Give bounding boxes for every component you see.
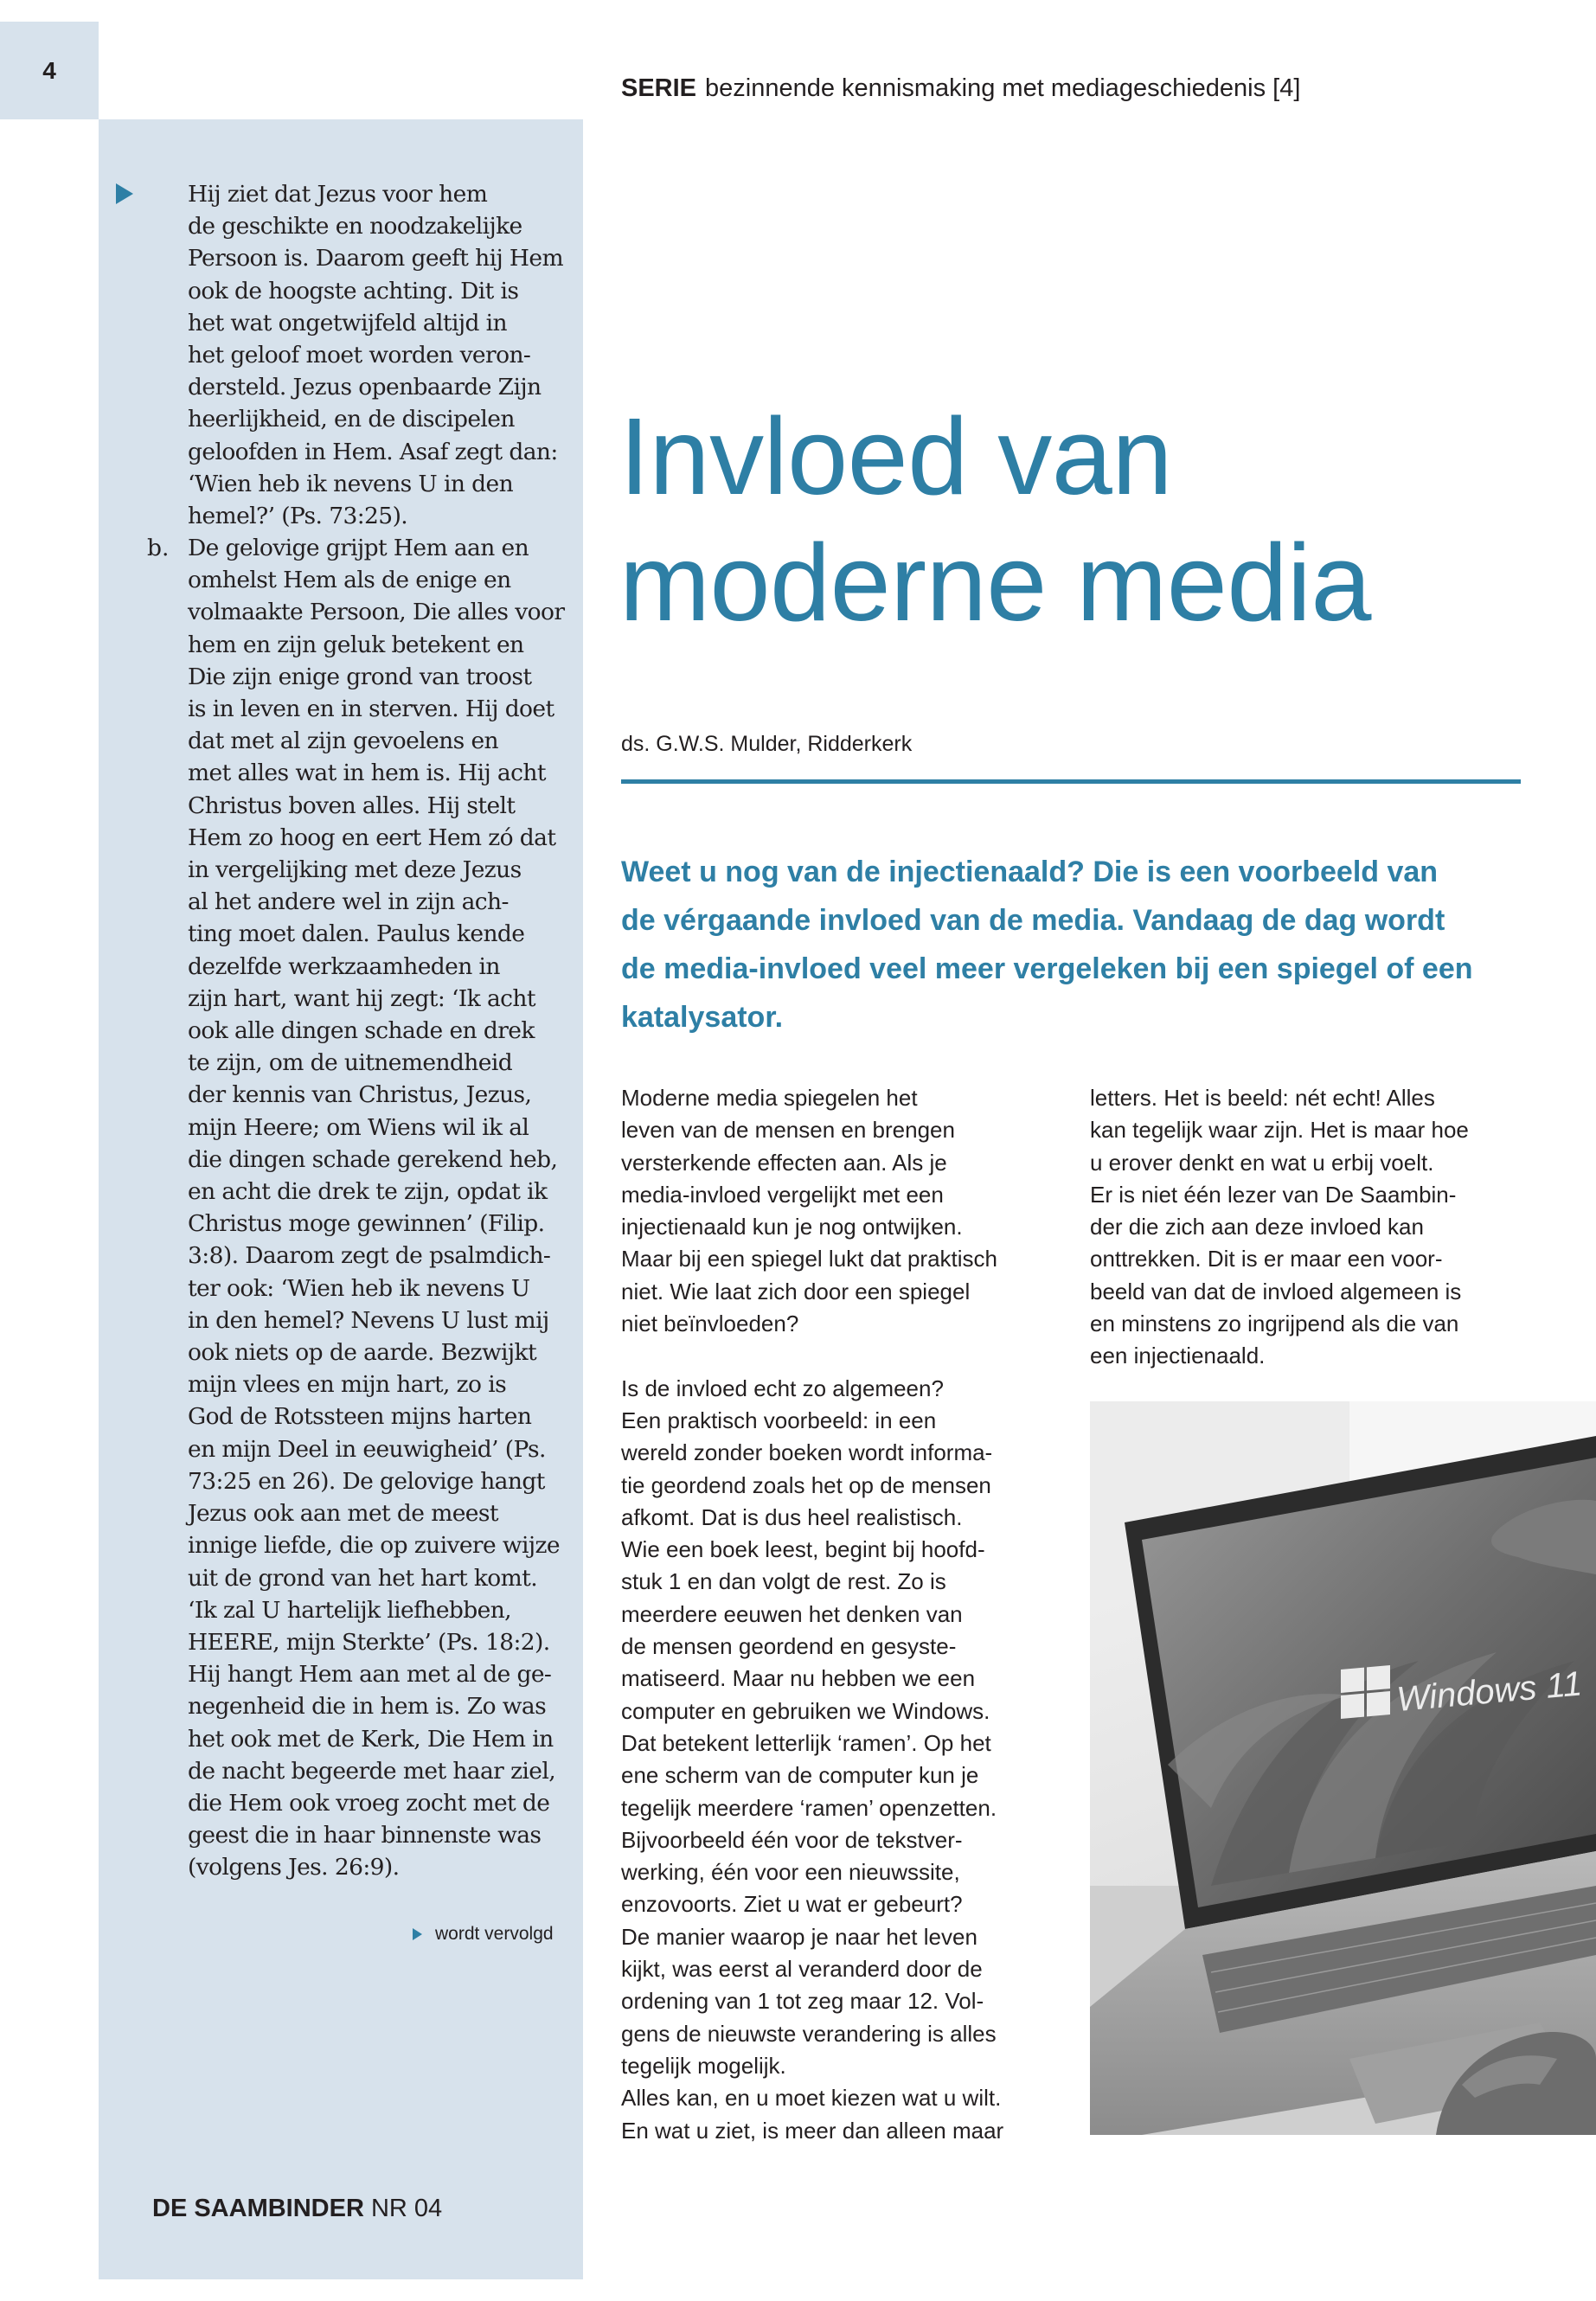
body-text-line: De manier waarop je naar het leven xyxy=(621,1923,977,1950)
sidebar-text-line: Christus moge gewinnen’ (Filip. xyxy=(188,1210,545,1238)
sidebar-text-line: (volgens Jes. 26:9). xyxy=(188,1854,400,1881)
body-text-line: matiseerd. Maar nu hebben we een xyxy=(621,1665,976,1692)
sidebar-text-line: en acht die drek te zijn, opdat ik xyxy=(188,1178,548,1206)
article-title xyxy=(619,394,1371,646)
intro-line: de media-invloed veel meer vergeleken bij een spiegel of een xyxy=(621,952,1473,985)
sidebar-text-line: 3:8). Daarom zegt de psalmdich- xyxy=(188,1242,551,1270)
body-text-line: Er is niet één lezer van De Saambin- xyxy=(1090,1181,1457,1208)
sidebar-text-line: in den hemel? Nevens U lust mij xyxy=(188,1306,549,1334)
article-intro xyxy=(621,848,1555,1042)
page-number: 4 xyxy=(42,56,56,84)
sidebar-text-line: Hij ziet dat Jezus voor hem xyxy=(188,181,488,208)
sidebar-text-line: der kennis van Christus, Jezus, xyxy=(188,1081,532,1109)
body-text-line: u erover denkt en wat u erbij voelt. xyxy=(1090,1149,1434,1176)
body-text-line: wereld zonder boeken wordt informa- xyxy=(621,1439,993,1466)
laptop-photo xyxy=(1090,1401,1596,2135)
body-text-line: injectienaald kun je nog ontwijken. xyxy=(621,1214,963,1240)
sidebar-text-line: die Hem ook vroeg zocht met de xyxy=(188,1789,550,1817)
body-text-line: Maar bij een spiegel lukt dat praktisch xyxy=(621,1246,998,1272)
sidebar-text-line: mijn Heere; om Wiens wil ik al xyxy=(188,1113,529,1141)
sidebar-text-line: Hem zo hoog en eert Hem zó dat xyxy=(188,824,556,851)
byline: ds. G.W.S. Mulder, Ridderkerk xyxy=(621,732,913,756)
continued-note xyxy=(413,1924,554,1945)
sidebar-text-line: volmaakte Persoon, Die alles voor xyxy=(188,599,565,626)
sidebar-text-line: HEERE, mijn Sterkte’ (Ps. 18:2). xyxy=(188,1628,550,1656)
sidebar-text-line: ter ook: ‘Wien heb ik nevens U xyxy=(188,1274,530,1302)
body-text-line: Een praktisch voorbeeld: in een xyxy=(621,1407,937,1433)
body-text-line xyxy=(621,1340,1106,1372)
body-text-line: en minstens zo ingrijpend als die van xyxy=(1090,1311,1459,1337)
sidebar-text-line: zijn hart, want hij zegt: ‘Ik acht xyxy=(188,984,535,1012)
sidebar-text-line: en mijn Deel in eeuwigheid’ (Ps. xyxy=(188,1435,546,1463)
sidebar-text-line: is in leven en in sterven. Hij doet xyxy=(188,695,554,723)
body-text-line: computer en gebruiken we Windows. xyxy=(621,1697,990,1724)
sidebar-paragraph-b xyxy=(188,532,568,1884)
body-text-line: der die zich aan deze invloed kan xyxy=(1090,1214,1424,1240)
body-column-2 xyxy=(1090,1082,1574,1373)
issue-number: NR 04 xyxy=(370,2195,443,2222)
body-text-line: Wie een boek leest, begint bij hoofd- xyxy=(621,1536,985,1563)
triangle-right-icon xyxy=(413,1928,422,1940)
body-text-line: kan tegelijk waar zijn. Het is maar hoe xyxy=(1090,1117,1469,1144)
body-text-line: tie geordend zoals het op de mensen xyxy=(621,1471,991,1498)
sidebar-text-line: Hij hangt Hem aan met al de ge- xyxy=(188,1661,552,1689)
body-text-line: Dat betekent letterlijk ‘ramen’. Op het xyxy=(621,1729,991,1756)
sidebar-text-line: ook alle dingen schade en drek xyxy=(188,1017,535,1045)
body-text-line: Alles kan, en u moet kiezen wat u wilt. xyxy=(621,2085,1002,2112)
body-text-line: Is de invloed echt zo algemeen? xyxy=(621,1375,944,1401)
sidebar-text-line: ‘Ik zal U hartelijk liefhebben, xyxy=(188,1596,511,1624)
body-text-line: media-invloed vergelijkt met een xyxy=(621,1181,944,1208)
body-text-line: een injectienaald. xyxy=(1090,1343,1266,1369)
sidebar-text-line: de geschikte en noodzakelijke xyxy=(188,213,522,240)
magazine-footer xyxy=(152,2195,442,2223)
body-text-line: enzovoorts. Ziet u wat er gebeurt? xyxy=(621,1891,963,1918)
intro-line: katalysator. xyxy=(621,1001,784,1034)
sidebar-text-line: negenheid die in hem is. Zo was xyxy=(188,1693,547,1721)
body-text-line: de mensen geordend en gesyste- xyxy=(621,1633,957,1660)
sidebar-text-line: dezelfde werkzaamheden in xyxy=(188,952,500,980)
sidebar-text-line: het ook met de Kerk, Die Hem in xyxy=(188,1725,554,1753)
series-label: SERIE xyxy=(621,74,697,102)
sidebar-text-line: omhelst Hem als de enige en xyxy=(188,567,511,594)
sidebar-text-line: dat met al zijn gevoelens en xyxy=(188,727,499,755)
body-text-line: leven van de mensen en brengen xyxy=(621,1117,955,1144)
title-line: moderne media xyxy=(619,522,1371,644)
sidebar-text-line: het geloof moet worden veron- xyxy=(188,342,531,369)
body-text-line: ene scherm van de computer kun je xyxy=(621,1762,979,1789)
sidebar-text-line: mijn vlees en mijn hart, zo is xyxy=(188,1371,507,1399)
body-text-line: niet beïnvloeden? xyxy=(621,1311,799,1337)
title-divider xyxy=(621,779,1521,784)
series-subtitle: bezinnende kennismaking met mediageschiedenis [4] xyxy=(705,74,1301,102)
sidebar-text-line: het wat ongetwijfeld altijd in xyxy=(188,309,507,336)
sidebar-text-line: te zijn, om de uitnemendheid xyxy=(188,1049,513,1077)
sidebar-text-line: de nacht begeerde met haar ziel, xyxy=(188,1757,556,1785)
sidebar-text-line: in vergelijking met deze Jezus xyxy=(188,856,522,884)
sidebar-text-line: innige liefde, die op zuivere wijze xyxy=(188,1532,560,1560)
sidebar-text-line: geest die in haar binnenste was xyxy=(188,1822,542,1849)
sidebar-text-line: 73:25 en 26). De gelovige hangt xyxy=(188,1467,545,1495)
sidebar-text-line: Christus boven alles. Hij stelt xyxy=(188,792,516,819)
sidebar-text-line: die dingen schade gerekend heb, xyxy=(188,1145,558,1173)
body-text-line: stuk 1 en dan volgt de rest. Zo is xyxy=(621,1568,946,1595)
sidebar-text-line: geloofden in Hem. Asaf zegt dan: xyxy=(188,438,558,465)
intro-line: Weet u nog van de injectienaald? Die is een voorbeeld van xyxy=(621,856,1439,888)
laptop-illustration xyxy=(1090,1401,1596,2135)
sidebar-text-line: ‘Wien heb ik nevens U in den xyxy=(188,470,514,497)
sidebar-text-line: ook niets op de aarde. Bezwijkt xyxy=(188,1339,537,1367)
sidebar-text-line: ook de hoogste achting. Dit is xyxy=(188,277,519,304)
body-text-line: letters. Het is beeld: nét echt! Alles xyxy=(1090,1085,1435,1111)
windows-11-text: Windows 11 xyxy=(1394,1664,1584,1719)
intro-line: de vérgaande invloed van de media. Vandaag de dag wordt xyxy=(621,904,1445,937)
body-text-line: afkomt. Dat is dus heel realistisch. xyxy=(621,1503,963,1530)
body-text-line: En wat u ziet, is meer dan alleen maar xyxy=(621,2117,1004,2144)
sidebar-text-line: met alles wat in hem is. Hij acht xyxy=(188,760,546,787)
arrow-right-icon xyxy=(116,183,133,204)
sidebar-text-line: al het andere wel in zijn ach- xyxy=(188,888,509,916)
sidebar-text-line: God de Rotssteen mijns harten xyxy=(188,1403,532,1431)
sidebar-text-line: dersteld. Jezus openbaarde Zijn xyxy=(188,374,542,401)
sidebar-text-line: heerlijkheid, en de discipelen xyxy=(188,406,515,433)
sidebar-paragraph-a xyxy=(188,178,568,532)
sidebar-text-line: hemel?’ (Ps. 73:25). xyxy=(188,503,408,530)
body-text-line: gens de nieuwste verandering is alles xyxy=(621,2020,997,2047)
magazine-name: DE SAAMBINDER xyxy=(152,2195,364,2222)
body-text-line: kijkt, was eerst al veranderd door de xyxy=(621,1956,983,1983)
title-line: Invloed van xyxy=(619,395,1172,517)
sidebar-text-line: ting moet dalen. Paulus kende xyxy=(188,920,525,948)
sidebar-text-line: uit de grond van het hart komt. xyxy=(188,1564,538,1592)
body-text-line: versterkende effecten aan. Als je xyxy=(621,1149,947,1176)
body-text-line: meerdere eeuwen het denken van xyxy=(621,1600,963,1627)
sidebar-text-line: Die zijn enige grond van troost xyxy=(188,663,532,690)
body-text-line: onttrekken. Dit is er maar een voor- xyxy=(1090,1246,1443,1272)
series-header xyxy=(621,74,1300,103)
body-text-line: beeld van dat de invloed algemeen is xyxy=(1090,1278,1462,1304)
continued-label: wordt vervolgd xyxy=(435,1924,554,1944)
body-text-line: werking, één voor een nieuwssite, xyxy=(621,1859,960,1886)
body-text-line: niet. Wie laat zich door een spiegel xyxy=(621,1278,971,1304)
sidebar-text-line: Jezus ook aan met de meest xyxy=(188,1500,498,1528)
body-text-line: tegelijk mogelijk. xyxy=(621,2052,786,2079)
body-column-1 xyxy=(621,1082,1106,2147)
body-text-line: Bijvoorbeeld één voor de tekstver- xyxy=(621,1826,963,1853)
list-marker-b: b. xyxy=(147,535,170,561)
sidebar-text-line: Persoon is. Daarom geeft hij Hem xyxy=(188,245,564,272)
page-number-box xyxy=(0,22,99,119)
body-text-line: ordening van 1 tot zeg maar 12. Vol- xyxy=(621,1988,984,2015)
sidebar-text-line: hem en zijn geluk betekent en xyxy=(188,631,524,658)
body-text-line: tegelijk meerdere ‘ramen’ openzetten. xyxy=(621,1794,997,1821)
sidebar-text-line: De gelovige grijpt Hem aan en xyxy=(188,535,529,561)
body-text-line: Moderne media spiegelen het xyxy=(621,1085,918,1111)
